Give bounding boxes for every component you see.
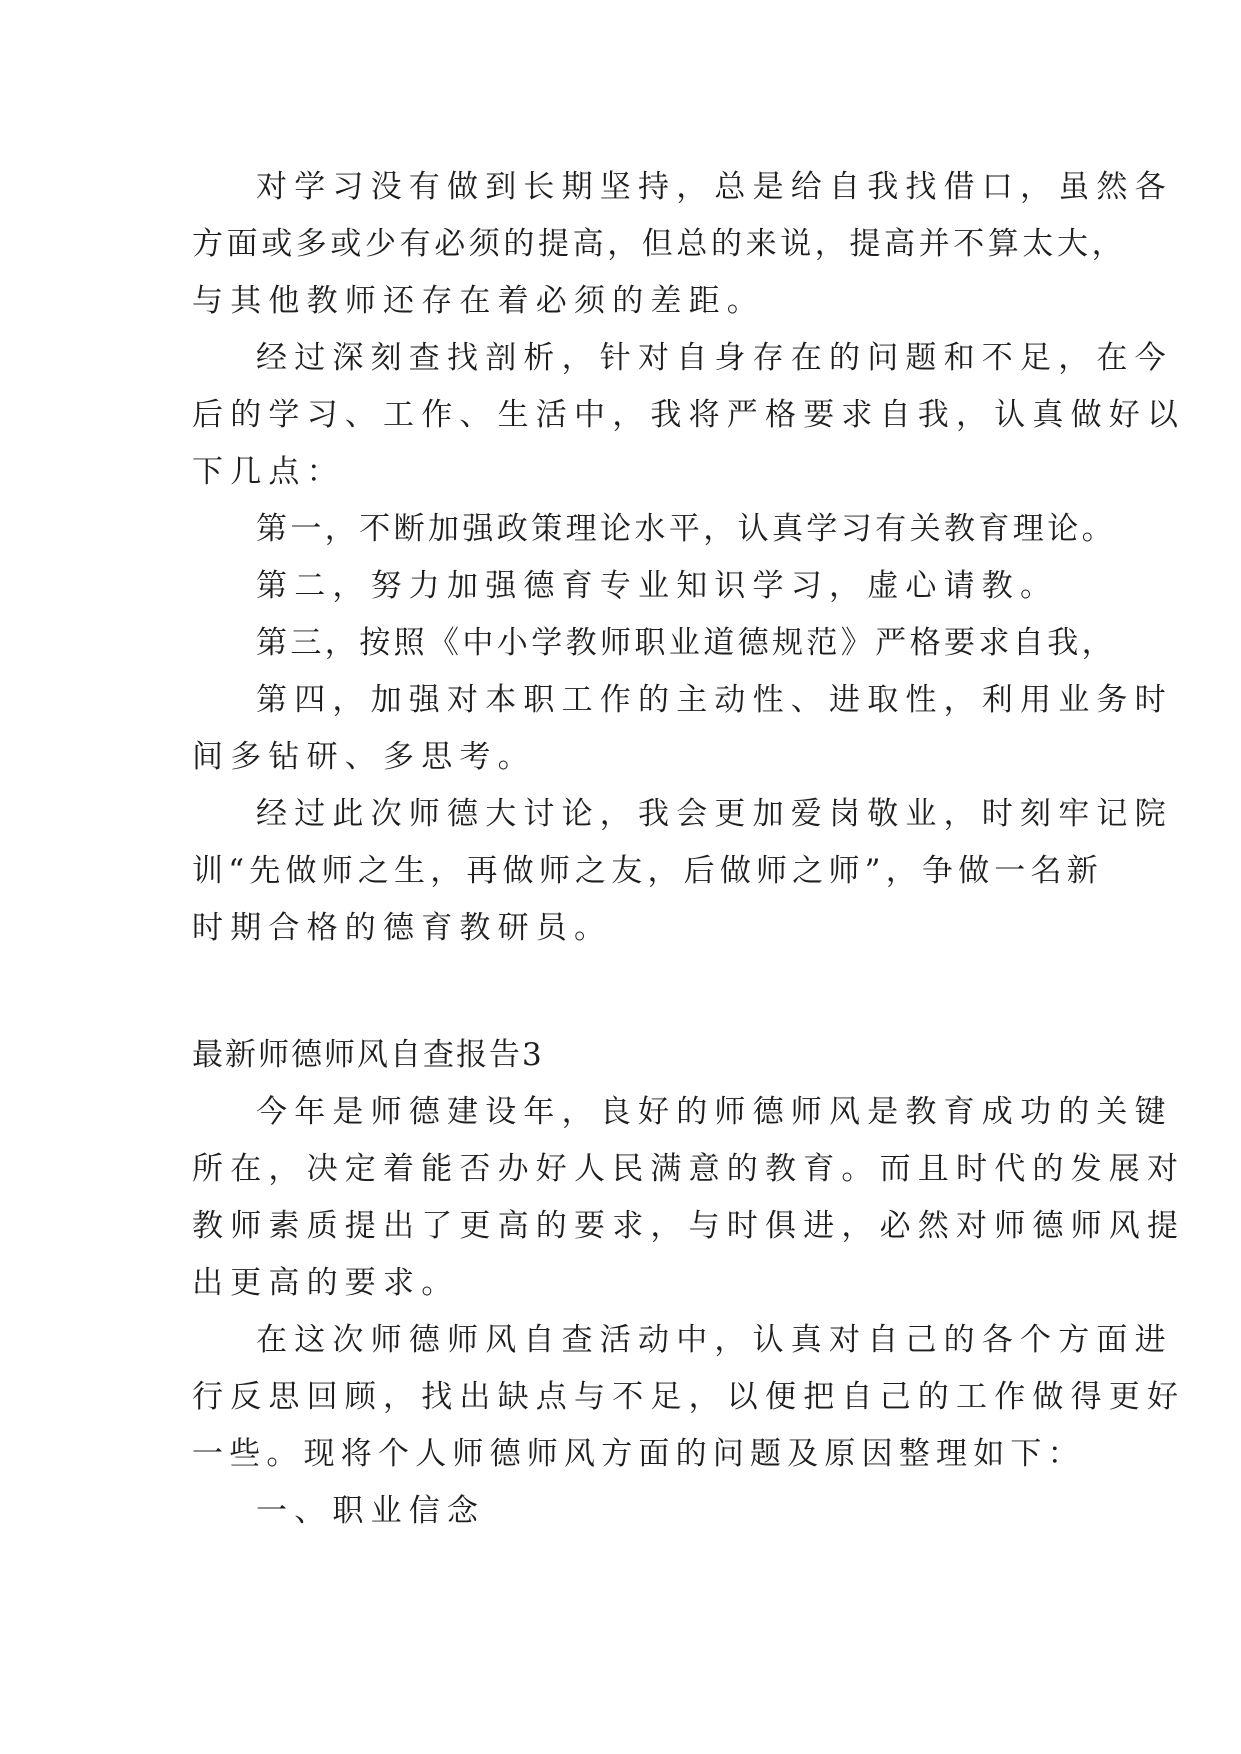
paragraph-line: 经过此次师德大讨论，我会更加爱岗敬业，时刻牢记院	[256, 796, 1173, 832]
paragraph-line: 经过深刻查找剖析，针对自身存在的问题和不足，在今	[256, 340, 1173, 376]
paragraph-line: 第一，不断加强政策理论水平，认真学习有关教育理论。	[256, 511, 1116, 547]
paragraph-line: 所在，决定着能否办好人民满意的教育。而且时代的发展对	[192, 1151, 1186, 1187]
paragraph-line: 行反思回顾，找出缺点与不足，以便把自己的工作做得更好	[192, 1379, 1186, 1415]
paragraph-line: 间多钻研、多思考。	[192, 739, 536, 775]
paragraph-line: 今年是师德建设年，良好的师德师风是教育成功的关键	[256, 1094, 1173, 1130]
paragraph-line: 出更高的要求。	[192, 1265, 460, 1301]
list-item-heading: 一、职业信念	[256, 1493, 486, 1529]
paragraph-line: 下几点：	[192, 454, 345, 490]
section-heading: 最新师德师风自查报告3	[192, 1037, 544, 1073]
paragraph-line: 训“先做师之生，再做师之友，后做师之师”，争做一名新	[192, 853, 1103, 889]
paragraph-line: 后的学习、工作、生活中，我将严格要求自我，认真做好以	[192, 397, 1186, 433]
paragraph-line: 教师素质提出了更高的要求，与时俱进，必然对师德师风提	[192, 1208, 1186, 1244]
paragraph-line: 对学习没有做到长期坚持，总是给自我找借口，虽然各	[256, 169, 1173, 205]
paragraph-line: 与其他教师还存在着必须的差距。	[192, 283, 765, 319]
paragraph-line: 第三，按照《中小学教师职业道德规范》严格要求自我，	[256, 625, 1116, 661]
paragraph-line: 方面或多或少有必须的提高，但总的来说，提高并不算太大，	[192, 226, 1127, 262]
paragraph-line: 第四，加强对本职工作的主动性、进取性，利用业务时	[256, 682, 1173, 718]
paragraph-line: 一些。现将个人师德师风方面的问题及原因整理如下：	[192, 1436, 1085, 1472]
paragraph-line: 在这次师德师风自查活动中，认真对自己的各个方面进	[256, 1322, 1173, 1358]
paragraph-line: 时期合格的德育教研员。	[192, 910, 613, 946]
paragraph-line: 第二，努力加强德育专业知识学习，虚心请教。	[256, 568, 1059, 604]
